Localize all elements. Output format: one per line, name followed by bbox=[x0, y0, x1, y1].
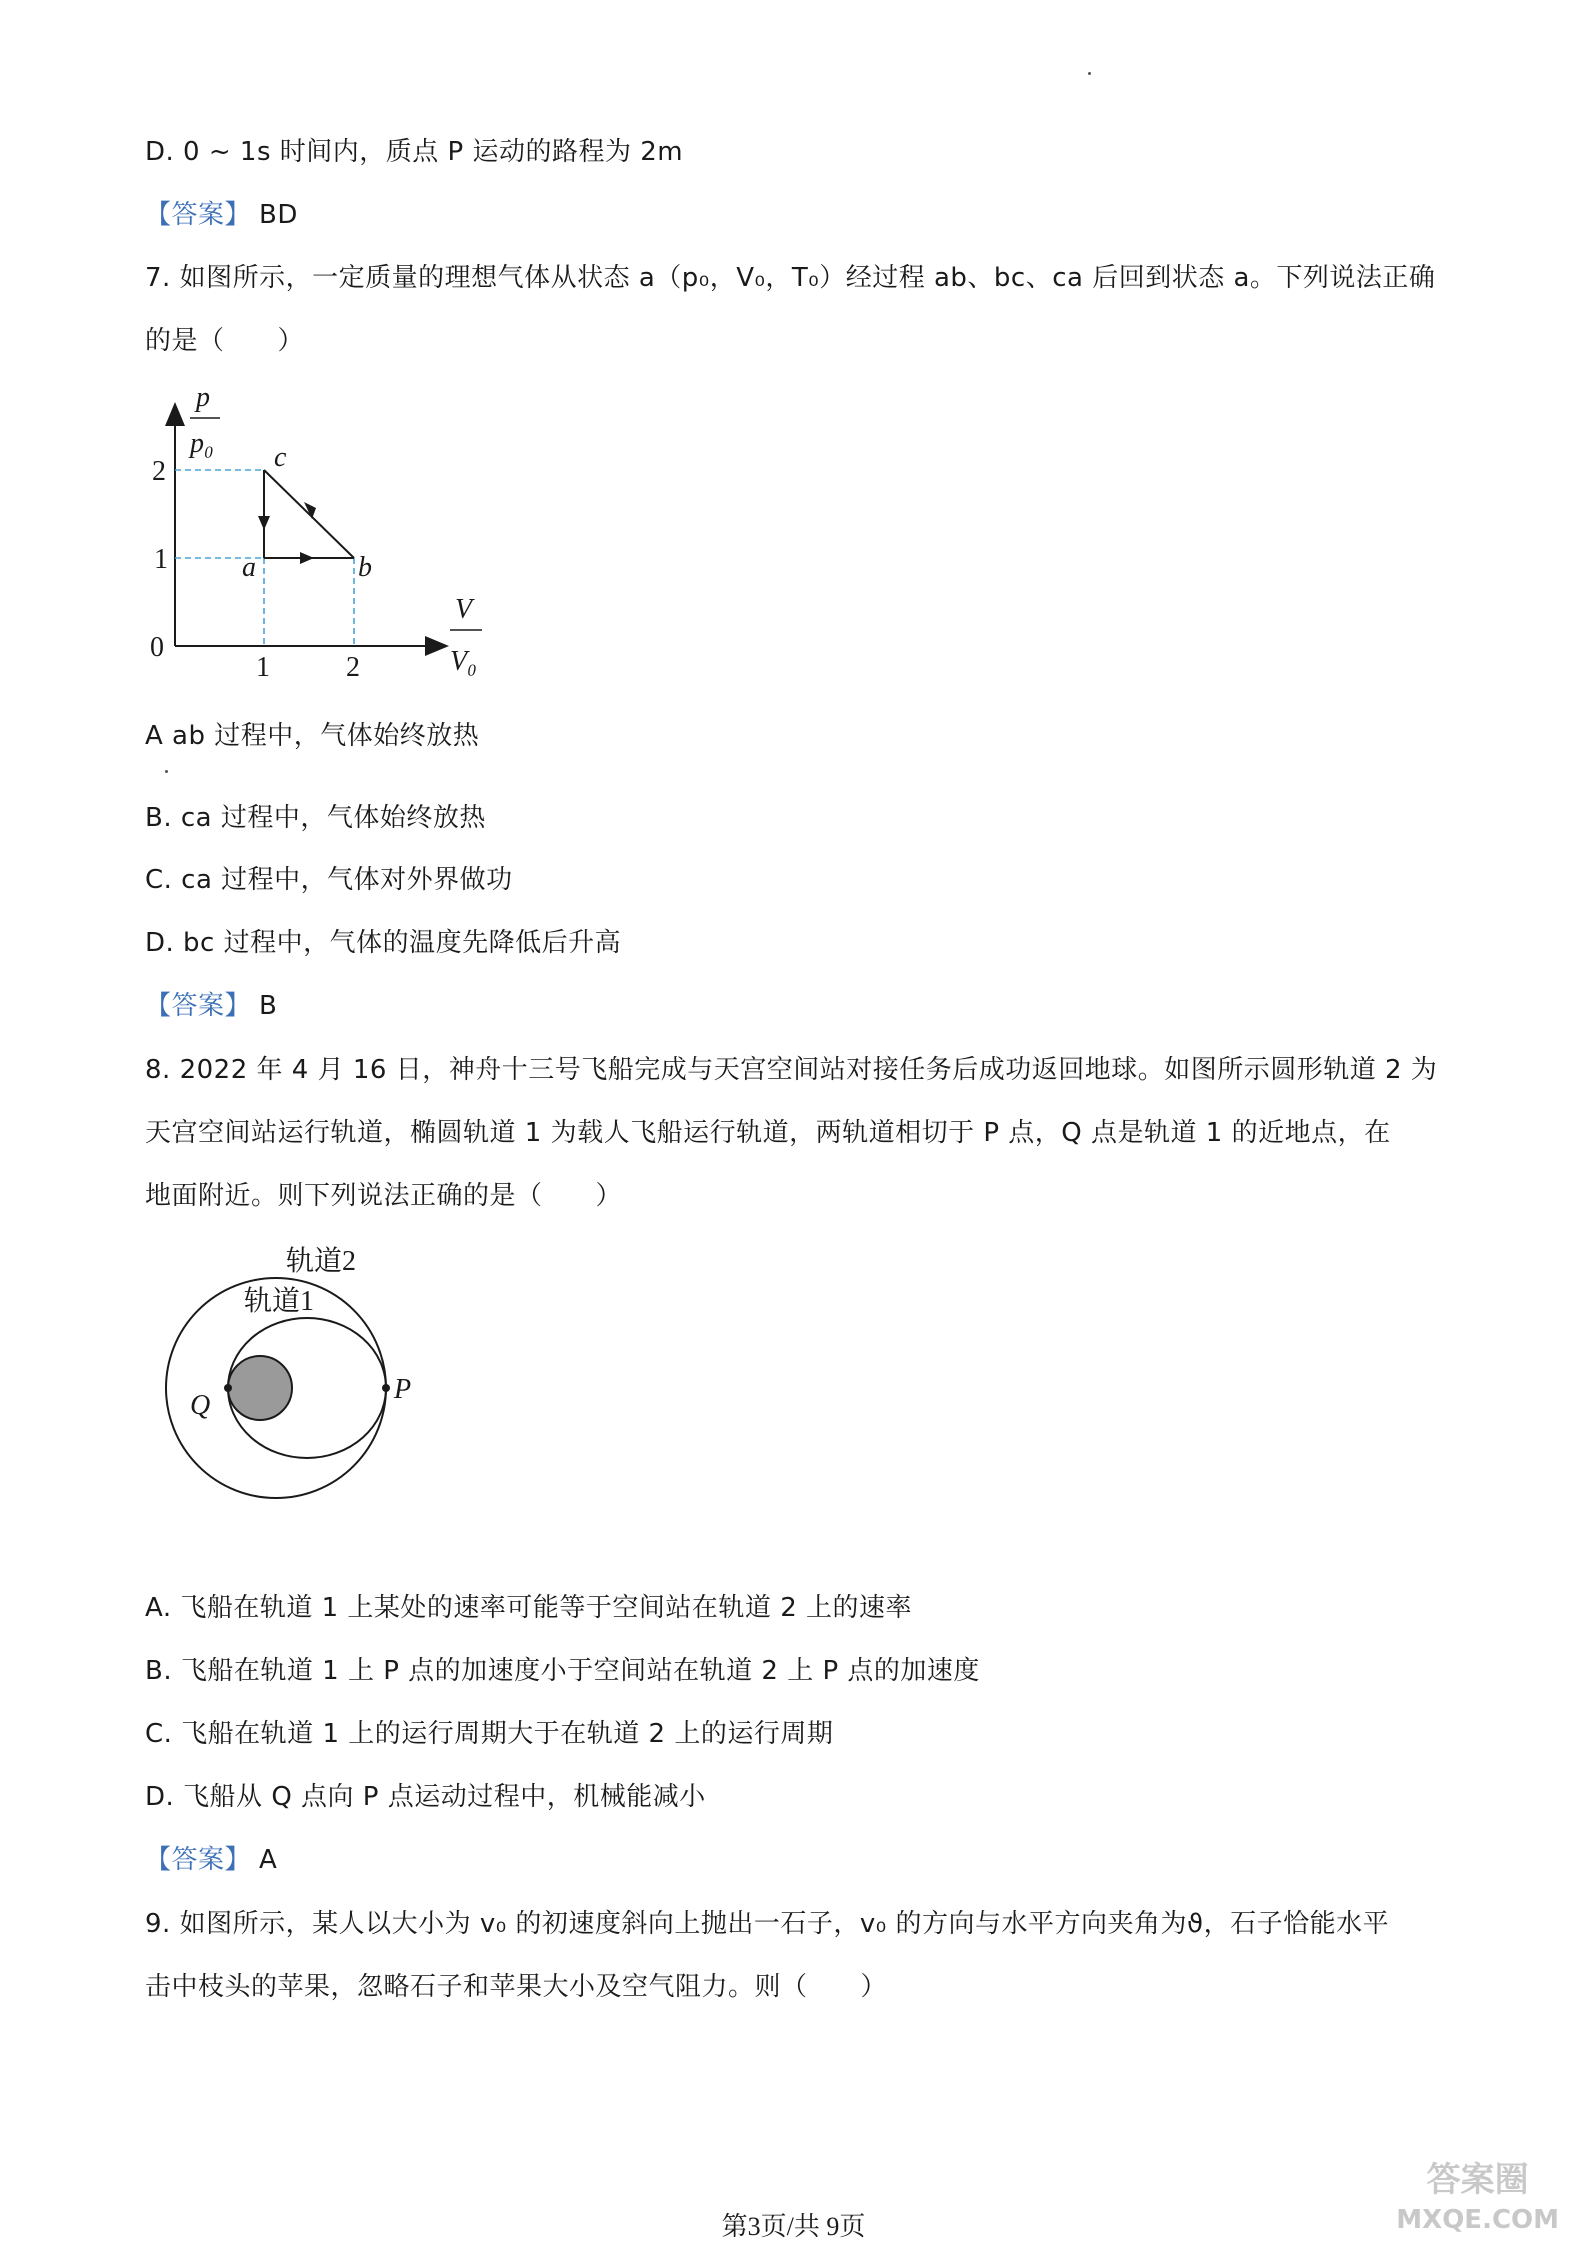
scan-speck bbox=[1088, 72, 1091, 75]
page-footer: 第3页/共 9页 bbox=[721, 2212, 866, 2241]
y-label-den: p₀ bbox=[190, 428, 214, 459]
q8-option-a: A. 飞船在轨道 1 上某处的速率可能等于空间站在轨道 2 上的速率 bbox=[145, 1593, 913, 1623]
point-q-dot bbox=[224, 1384, 232, 1392]
y-tick-1: 1 bbox=[154, 544, 168, 575]
q6-option-d: D. 0 ~ 1s 时间内，质点 P 运动的路程为 2m bbox=[145, 137, 684, 167]
q8-option-b: B. 飞船在轨道 1 上 P 点的加速度小于空间站在轨道 2 上 P 点的加速度 bbox=[145, 1656, 980, 1686]
q7-option-b: B. ca 过程中，气体始终放热 bbox=[145, 803, 486, 833]
q7-pv-diagram bbox=[140, 378, 500, 688]
arrow-ab bbox=[300, 552, 314, 564]
scan-speck bbox=[165, 770, 168, 773]
watermark-line1: 答案圈 bbox=[1426, 2160, 1529, 2200]
x-label-num: V bbox=[455, 594, 473, 625]
q8-answer bbox=[145, 1842, 277, 1878]
answer-value: B bbox=[259, 991, 278, 1021]
q7-answer bbox=[145, 988, 277, 1024]
q8-option-d: D. 飞船从 Q 点向 P 点运动过程中，机械能减小 bbox=[145, 1782, 706, 1812]
answer-label: 【答案】 bbox=[145, 200, 252, 230]
q8-stem-line2: 天宫空间站运行轨道，椭圆轨道 1 为载人飞船运行轨道，两轨道相切于 P 点，Q 点是轨道 1 的近地点，在 bbox=[145, 1118, 1391, 1148]
y-tick-2: 2 bbox=[152, 456, 166, 487]
origin-label: 0 bbox=[150, 632, 164, 663]
q8-stem-line1: 8. 2022 年 4 月 16 日，神舟十三号飞船完成与天宫空间站对接任务后成功返回地球。如图所示圆形轨道 2 为 bbox=[145, 1055, 1438, 1085]
answer-label: 【答案】 bbox=[145, 1845, 252, 1875]
q8-orbit-diagram bbox=[160, 1240, 440, 1500]
answer-value: BD bbox=[259, 200, 298, 230]
q7-option-a: A ab 过程中，气体始终放热 bbox=[145, 721, 480, 751]
point-a-label: a bbox=[242, 552, 256, 583]
q9-stem-line2: 击中枝头的苹果，忽略石子和苹果大小及空气阻力。则（ ） bbox=[145, 1972, 888, 2002]
q8-option-c: C. 飞船在轨道 1 上的运行周期大于在轨道 2 上的运行周期 bbox=[145, 1719, 834, 1749]
point-b-label: b bbox=[358, 552, 372, 583]
orbit-2-label: 轨道2 bbox=[286, 1246, 357, 1277]
q8-stem-line3: 地面附近。则下列说法正确的是（ ） bbox=[145, 1181, 623, 1211]
point-p-dot bbox=[382, 1384, 390, 1392]
arrow-ca bbox=[258, 516, 270, 530]
answer-value: A bbox=[259, 1845, 278, 1875]
point-q-label: Q bbox=[190, 1390, 211, 1421]
watermark-line2: MXQE.COM bbox=[1396, 2205, 1559, 2235]
answer-label: 【答案】 bbox=[145, 991, 252, 1021]
y-label-num: p bbox=[196, 382, 210, 413]
orbit-1-label: 轨道1 bbox=[244, 1286, 315, 1317]
x-label-den: V₀ bbox=[450, 646, 477, 677]
earth bbox=[228, 1356, 292, 1420]
q7-option-c: C. ca 过程中，气体对外界做功 bbox=[145, 865, 513, 895]
x-tick-1: 1 bbox=[256, 652, 270, 683]
x-tick-2: 2 bbox=[346, 652, 360, 683]
point-p-label: P bbox=[394, 1374, 412, 1405]
q9-stem-line1: 9. 如图所示，某人以大小为 v₀ 的初速度斜向上抛出一石子，v₀ 的方向与水平方向夹角为ϑ，石子恰能水平 bbox=[145, 1909, 1390, 1939]
q6-answer bbox=[145, 197, 298, 233]
q7-stem-line2: 的是（ ） bbox=[145, 326, 305, 356]
q7-option-d: D. bc 过程中，气体的温度先降低后升高 bbox=[145, 928, 622, 958]
process-bc bbox=[264, 470, 354, 558]
q7-stem-line1: 7. 如图所示，一定质量的理想气体从状态 a（p₀，V₀，T₀）经过程 ab、bc、ca 后回到状态 a。下列说法正确 bbox=[145, 263, 1436, 293]
point-c-label: c bbox=[274, 442, 287, 473]
watermark bbox=[1396, 2160, 1559, 2240]
